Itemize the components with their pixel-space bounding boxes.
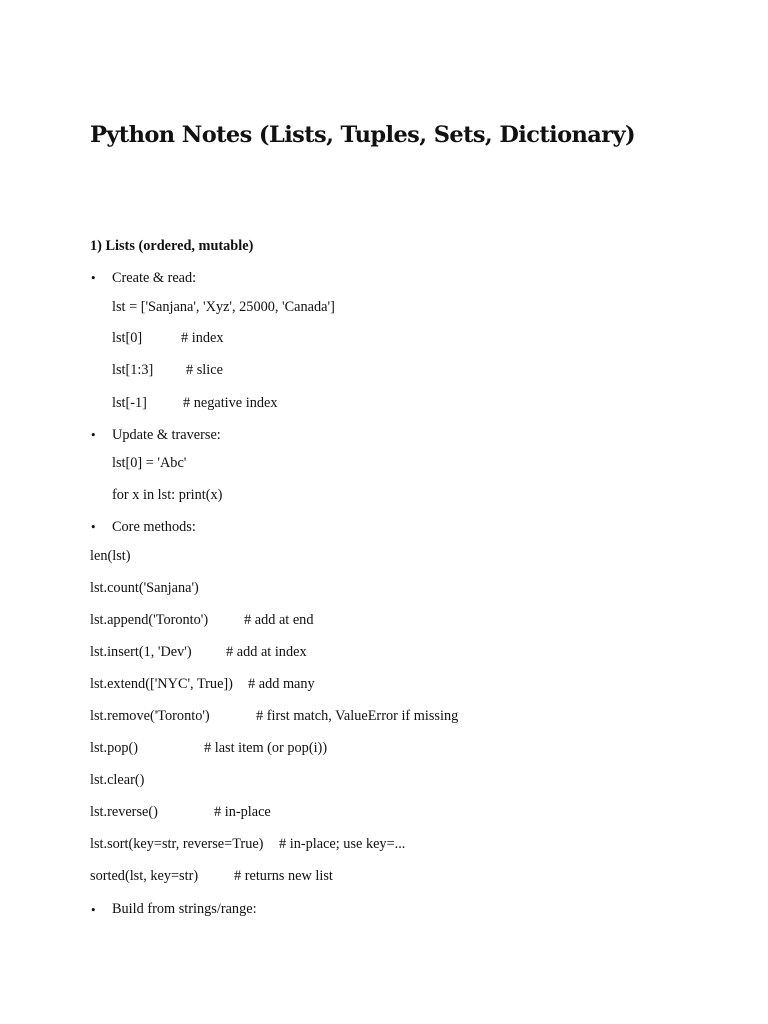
- code-line-list-assign: lst = ['Sanjana', 'Xyz', 25000, 'Canada']: [112, 299, 335, 315]
- code-comment-slice: # slice: [186, 362, 223, 378]
- code-line-update: lst[0] = 'Abc': [112, 455, 187, 471]
- code-line-remove: lst.remove('Toronto'): [90, 708, 210, 724]
- bullet-icon: •: [90, 429, 97, 442]
- code-line-sorted: sorted(lst, key=str): [90, 868, 199, 884]
- code-comment-reverse: # in-place: [214, 804, 271, 820]
- code-line-clear: lst.clear(): [90, 772, 145, 788]
- document-title: Python Notes (Lists, Tuples, Sets, Dictionary): [90, 122, 636, 148]
- code-comment-extend: # add many: [248, 676, 315, 692]
- code-comment-negative: # negative index: [183, 395, 278, 411]
- bullet-icon: •: [90, 272, 97, 285]
- code-line-pop: lst.pop(): [90, 740, 139, 756]
- code-comment-insert: # add at index: [226, 644, 307, 660]
- code-line-len: len(lst): [90, 548, 131, 564]
- code-line-negative: lst[-1]: [112, 395, 147, 411]
- code-line-index: lst[0]: [112, 330, 143, 346]
- code-line-insert: lst.insert(1, 'Dev'): [90, 644, 192, 660]
- code-line-slice: lst[1:3]: [112, 362, 154, 378]
- code-comment-sorted: # returns new list: [234, 868, 333, 884]
- code-line-append: lst.append('Toronto'): [90, 612, 209, 628]
- code-line-loop: for x in lst: print(x): [112, 487, 223, 503]
- code-line-sort: lst.sort(key=str, reverse=True): [90, 836, 264, 852]
- bullet-create-read: Create & read:: [112, 270, 197, 286]
- bullet-icon: •: [90, 904, 97, 917]
- code-line-reverse: lst.reverse(): [90, 804, 158, 820]
- code-comment-remove: # first match, ValueError if missing: [256, 708, 459, 724]
- bullet-build-from: Build from strings/range:: [112, 901, 257, 917]
- bullet-core-methods: Core methods:: [112, 519, 196, 535]
- code-line-extend: lst.extend(['NYC', True]): [90, 676, 233, 692]
- code-comment-pop: # last item (or pop(i)): [204, 740, 328, 756]
- code-line-count: lst.count('Sanjana'): [90, 580, 199, 596]
- section-heading-lists: 1) Lists (ordered, mutable): [90, 238, 254, 254]
- bullet-update-traverse: Update & traverse:: [112, 427, 221, 443]
- bullet-icon: •: [90, 521, 97, 534]
- code-comment-append: # add at end: [244, 612, 314, 628]
- code-comment-index: # index: [181, 330, 224, 346]
- code-comment-sort: # in-place; use key=...: [279, 836, 406, 852]
